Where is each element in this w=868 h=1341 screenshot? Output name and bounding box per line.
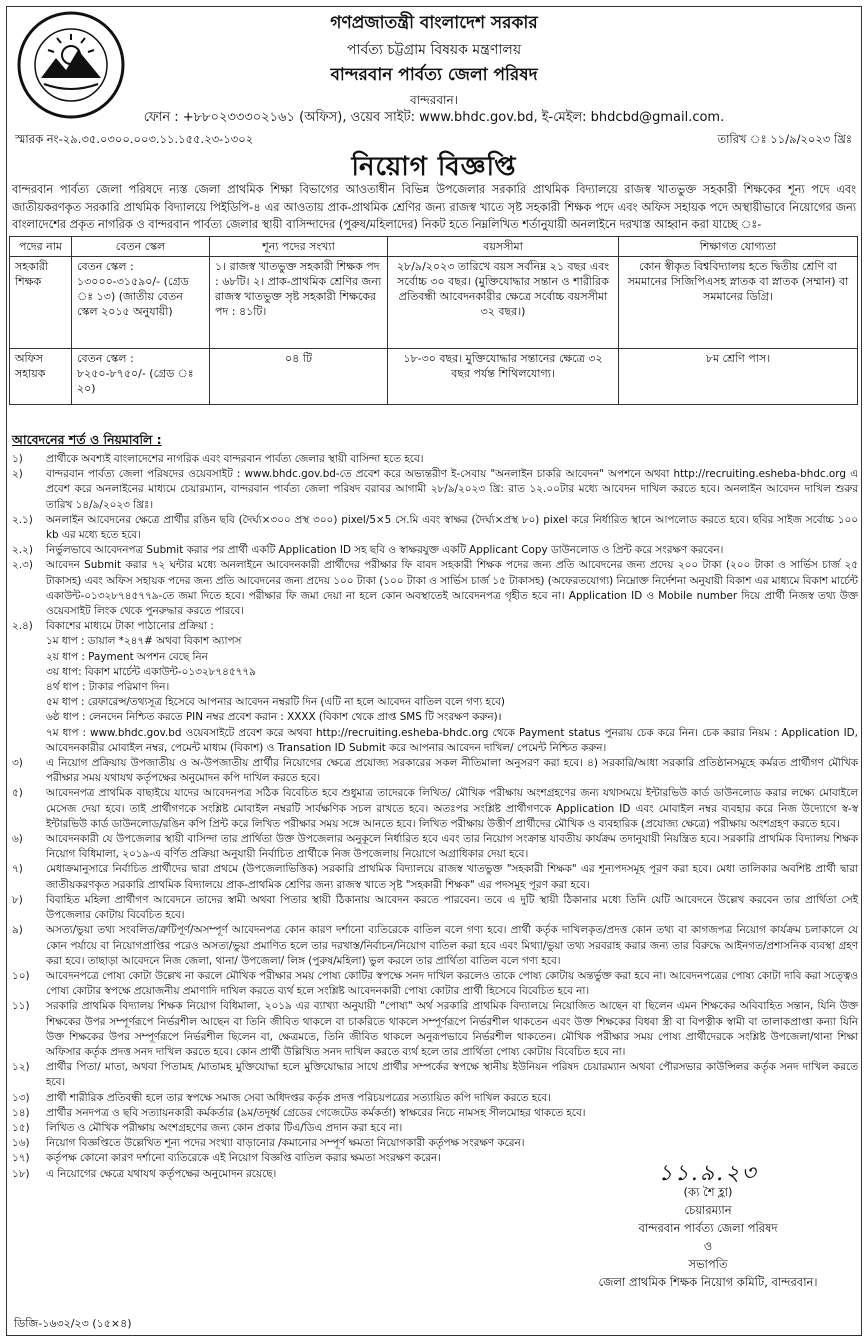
rule-number: ৫) bbox=[12, 787, 23, 800]
col-age: বয়সসীমা bbox=[388, 237, 619, 257]
post-name: সহকারী শিক্ষক bbox=[10, 257, 72, 349]
rule-item bbox=[12, 726, 858, 756]
rule-number: ২.২) bbox=[12, 544, 33, 557]
vacancy-count: ০৪ টি bbox=[210, 349, 388, 405]
rule-text: অনলাইন আবেদনের ক্ষেত্রে প্রার্থীর রঙিন ছবি (দৈর্ঘ্য×৩০০ প্রস্থ ৩০০) pixel/5×5 সে.মি এবং স্বাক্ষর (দৈর্ঘ্য×প্রস্থ ৮০) pixel করে নির্ধারিত স্থানে আপলোড করতে হবে। ছবির সাইজ সর্বোচ্চ ১০০ kb এর মধ্যে হতে হবে। bbox=[46, 513, 858, 542]
table-row bbox=[10, 349, 858, 405]
rule-text: প্রার্থী শারীরিক প্রতিবন্ধী হলে তার স্বপক্ষে সমাজ সেবা অধিদপ্তর কর্তৃক প্রদত্ত পরিচয়পত্রের সত্যায়িত কপি দাখিল করতে হবে। bbox=[46, 1091, 551, 1104]
rule-item bbox=[12, 1136, 858, 1151]
ministry-name: পার্বত্য চট্টগ্রাম বিষয়ক মন্ত্রণালয় bbox=[346, 42, 522, 58]
rule-text: এ নিয়োগের ক্ষেত্রে যথাযথ কর্তৃপক্ষের অনুমোদন রয়েছে। bbox=[46, 1167, 277, 1180]
govt-name: গণপ্রজাতন্ত্রী বাংলাদেশ সরকার bbox=[330, 13, 538, 33]
rule-text: আবেদন Submit করার ৭২ ঘন্টার মধ্যে অনলাইনে আবেদনকারী প্রার্থীদের পরীক্ষার ফি বাবদ সহকারী শিক্ষক পদের জন্য প্রতি আবেদনের জন্য প্রদেয় ২০০ টাকা (২০০ টাকা ও সার্ভিস চার্জ ২৫ টাকাসহ) এবং অফিস সহায়ক পদের জন্য প্রতি আবেদনের জন্য প্রদেয় ১০০ টাকা (১০০ টাকা ও সার্ভিস চার্জ ১৫ টাকাসহ) (অফেরতযোগ্য) নিম্নোক্ত নির্দেশনা অনুযায়ী বিকাশ এর মাধ্যমে বিকাশ মার্চেন্ট একাউন্ট-০১৩২৮৭৪৫৭৭৯-তে জমা দিতে হবে। পরীক্ষার ফি জমা দেয়া না হলে কোন অবস্থাতেই আবেদনপত্র গৃহীত হবে না। Application ID ও Mobile number দিয়ে প্রার্থী নিজস্ব তথ্য উক্ত ওয়েবসাইট লিংক থেকে পুনরুদ্ধার করতে পারবে। bbox=[46, 559, 858, 618]
age-limit: ২৮/৯/২০২৩ তারিখে বয়স সর্বনিম্ন ২১ বছর এবং সর্বোচ্চ ৩০ বছর। (মুক্তিযোদ্ধার সন্তান ও শারীরিক প্রতিবন্ধী আবেদনকারীর ক্ষেত্রে সর্বোচ্চ বয়সসীমা ৩২ বছর।) bbox=[388, 257, 619, 349]
col-post: পদের নাম bbox=[10, 237, 72, 257]
rule-number: ১৭) bbox=[12, 1152, 30, 1165]
rule-item bbox=[12, 665, 858, 680]
rule-item bbox=[12, 862, 858, 892]
rule-item bbox=[12, 513, 858, 543]
rule-text: এ নিয়োগ প্রক্রিয়ায় উপজাতীয় ও অ-উপজাতীয় প্রার্থীর নিয়োগের ক্ষেত্রে প্রযোজ্য সরকারের সকল নীতিমালা অনুসরণ করা হবে। ৪) সরকারি/আধা সরকারি প্রতিষ্ঠানসমূহে কর্মরত প্রার্থীগণ মৌখিক পরীক্ষার সময় যথাযথ কর্তৃপক্ষের অনুমোদন কপি দাখিল করতে হবে। bbox=[46, 757, 858, 785]
rule-item bbox=[12, 543, 858, 558]
signatory-title: চেয়ারম্যান bbox=[684, 1203, 732, 1217]
rules-heading: আবেদনের শর্ত ও নিয়মাবলি : bbox=[12, 432, 162, 447]
rule-number: ৮) bbox=[12, 893, 23, 906]
signatory-name: (ক্য শৈ হ্লা) bbox=[683, 1185, 733, 1199]
rule-item bbox=[12, 650, 858, 665]
rule-item bbox=[12, 695, 858, 710]
rule-text: প্রার্থীর পিতা/ মাতা, অথবা পিতামহ /মাতামহ মুক্তিযোদ্ধা হলে মুক্তিযোদ্ধার সাথে প্রার্থীর সম্পর্কের স্বপক্ষে স্থানীয় ইউনিয়ন পরিষদ চেয়ারম্যান অথবা পৌরসভার কাউন্সিলর কর্তৃক সনদ দাখিল করতে হবে। bbox=[46, 1061, 858, 1089]
pay-scale: বেতন স্কেল : ৮২৫০-৮৭৫০/- (গ্রেড ঃ ২০) bbox=[72, 349, 210, 405]
dfp-code: ডিজি-১৬৩২/২৩ (১৫×৪) bbox=[14, 1317, 132, 1330]
rule-text: প্রার্থীকে অবশ্যই বাংলাদেশের নাগরিক এবং বান্দরবান পার্বত্য জেলার স্থায়ী বাসিন্দা হতে হবে। bbox=[46, 453, 424, 465]
issue-date: তারিখ ঃ ১১/৯/২০২৩ খ্রিঃ bbox=[717, 132, 852, 146]
rule-number: ১০) bbox=[12, 969, 30, 982]
rule-text: ১ম ধাপ : ডায়াল *২৪৭# অথবা বিকাশ অ্যাপস bbox=[46, 635, 242, 648]
rule-item bbox=[12, 893, 858, 923]
handwritten-signature: ১১.৯.২৩ bbox=[658, 1161, 758, 1186]
notice-title: নিয়োগ বিজ্ঞপ্তি bbox=[351, 152, 517, 182]
rule-item bbox=[12, 452, 858, 467]
rule-number: ৭) bbox=[12, 863, 23, 876]
rule-text: ৫ম ধাপ : রেফারেন্স/তথ্যসূত্র হিসেবে আপনার আবেদন নম্বরটি দিন (এটি না হলে আবেদন বাতিল বলে গণ্য হবে) bbox=[46, 696, 505, 709]
pay-scale: বেতন স্কেল : ১৩০০০-৩১৫৯০/- (গ্রেড ঃ ১৩) (জাতীয় বেতন স্কেল ২০১৫ অনুযায়ী) bbox=[72, 257, 210, 349]
signature-block bbox=[558, 1161, 858, 1291]
contact-line: ফোন : +৮৮০২৩৩৩০২১৬১ (অফিস), ওয়েব সাইট: www.bhdc.gov.bd, ই-মেইল: bhdcbd@gmail.com. bbox=[143, 110, 725, 125]
signatory-conjunction: ও bbox=[703, 1239, 713, 1253]
rule-number: ২.৪) bbox=[12, 620, 33, 633]
rule-item bbox=[12, 1121, 858, 1136]
vacancy-count: ১। রাজস্ব খাতভুক্ত সহকারী শিক্ষক পদ : ৬৮টি। ২। প্রাক-প্রাথমিক শ্রেণির জন্য রাজস্ব খাতভুক্ত সৃষ্ট সহকারী শিক্ষকের পদ : ৪১টি। bbox=[210, 257, 388, 349]
rule-item bbox=[12, 923, 858, 969]
qualification: ৮ম শ্রেণি পাস। bbox=[619, 349, 858, 405]
rule-text: ৩য় ধাপ: বিকাশ মার্চেন্ট একাউন্ট-০১৩২৮৭৪৫৭৭৯ bbox=[46, 665, 256, 678]
rule-text: নির্ভুলভাবে আবেদনপত্র Submit করার পর প্রার্থী একটি Application ID সহ ছবি ও স্বাক্ষরযুক্ত একটি Applicant Copy ডাউনলোড ও প্রিন্ট করে সংরক্ষণ করবেন। bbox=[46, 544, 724, 557]
rule-text: ৭ম ধাপ : www.bhdc.gov.bd ওয়েবসাইটে প্রবেশ করে অথবা http://recruiting.esheba-bhdc.org থেকে Payment status পুনরায় চেক করে নিন। চেক করার নিয়ম : Application ID, আবেদনকারীর মোবাইল নম্বর, পেমেন্ট মাধ্যম (বিকাশ) ও Transation ID Submit করে আপনার আবেদন দাখিল/ পেমেন্ট নিশ্চিত করুন। bbox=[46, 726, 858, 754]
table-header-row bbox=[10, 237, 858, 257]
signatory-office: বান্দরবান পার্বত্য জেলা পরিষদ bbox=[638, 1221, 778, 1235]
rule-item bbox=[12, 1091, 858, 1106]
rule-text: কর্তৃপক্ষ কোনো কারণ দর্শানো ব্যতিরেকে এই নিয়োগ বিজ্ঞপ্তি বাতিল করার ক্ষমতা সংরক্ষণ করেন। bbox=[46, 1152, 441, 1165]
rule-text: মেধাক্রমানুসারে নির্বাচিত প্রার্থীদের দ্বারা প্রথমে (উপজেলাভিত্তিক) সরকারি প্রাথমিক বিদ্যালয়ে রাজস্ব খাতভুক্ত "সহকারী শিক্ষক" এর শূন্যপদসমূহ পূরণ করা হবে। মেধা তালিকার অবশিষ্ট প্রার্থী দ্বারা জাতীয়করণকৃত সরকারি প্রাথমিক বিদ্যালয়ে প্রাক-প্রাথমিক শ্রেণির জন্য রাজস্ব খাতে সৃষ্ট "সহকারী শিক্ষক" এর পদসমূহ পূরণ করা হবে। bbox=[46, 863, 858, 891]
committee-name: জেলা প্রাথমিক শিক্ষক নিয়োগ কমিটি, বান্দরবান। bbox=[598, 1275, 818, 1289]
rule-item bbox=[12, 558, 858, 619]
col-qualification: শিক্ষাগত যোগ্যতা bbox=[619, 237, 858, 257]
rule-text: লিখিত ও মৌখিক পরীক্ষায় অংশগ্রহণের জন্য কোন প্রকার টিএ/ডিএ প্রদান করা হবে না। bbox=[46, 1121, 403, 1134]
rule-text: আবেদনপত্র প্রাথমিক বাছাইয়ে যাদের আবেদনপত্র সঠিক বিবেচিত হবে শুধুমাত্র তাদেরকে লিখিত/ মৌখিক পরীক্ষায় অংশগ্রহণের জন্য যথাসময়ে ইন্টারভিউ কার্ড ডাউনলোড করার লক্ষ্যে মোবাইলে মেসেজ দেয়া হবে। তাই প্রার্থীগণকে সংশ্লিষ্ট মোবাইল নম্বরটি সার্বক্ষণিক সচল রাখতে হবে। অতঃপর সংশ্লিষ্ট প্রার্থীগণকে Application ID এবং মোবাইল নম্বর ব্যবহার করে নিজ উদ্যোগে স্ব-স্ব ইন্টারভিউ কার্ড ডাউনলোড/রঙিন কপি প্রিন্ট করে লিখিত পরীক্ষার সময় সঙ্গে আনতে হবে। লিখিত পরীক্ষায় উত্তীর্ণ প্রার্থীদের মৌখিক ও ব্যবহারিক (প্রযোজ্য ক্ষেত্রে) পরীক্ষায় অংশগ্রহণ করতে হবে। bbox=[46, 787, 858, 830]
memo-number: স্মারক নং-২৯.৩৫.০৩০০.০০৩.১১.১৫৫.২৩-১৩০২ bbox=[15, 132, 254, 146]
intro-paragraph: বান্দরবান পার্বত্য জেলা পরিষদে ন্যস্ত জেলা প্রাথমিক শিক্ষা বিভাগের আওতাধীন বিভিন্ন উপজেলার সরকারি প্রাথমিক বিদ্যালয়ে রাজস্ব খাতভুক্ত সহকারী শিক্ষকের শূন্য পদে এবং জাতীয়করণকৃত সরকারি প্রাথমিক বিদ্যালয়ে পিইডিপি-৪ এর আওতায় প্রাক-প্রাথমিক শ্রেণির জন্য রাজস্ব খাতে সৃষ্ট সহকারী শিক্ষক পদে এবং অফিস সহায়ক পদে অস্থায়ীভাবে নিয়োগের জন্য বাংলাদেশের প্রকৃত নাগরিক ও বান্দরবান পার্বত্য জেলার স্থায়ী বাসিন্দাদের (পুরুষ/মহিলাদের) নিকট হতে নিম্নলিখিত শর্তানুযায়ী অনলাইনে দরখাস্ত আহ্বান করা যাচ্ছে ঃ- bbox=[12, 183, 856, 231]
rule-item bbox=[12, 832, 858, 862]
rule-number: ১২) bbox=[12, 1061, 30, 1074]
rule-item bbox=[12, 467, 858, 513]
rule-item bbox=[12, 634, 858, 649]
age-limit: ১৮-৩০ বছর। মুক্তিযোদ্ধার সন্তানের ক্ষেত্রে ৩২ বছর পর্যন্ত শিথিলযোগ্য। bbox=[388, 349, 619, 405]
rule-text: প্রার্থীর সনদপত্র ও ছবি সত্যায়নকারী কর্মকর্তার (৯ম/তদূর্ধ্ব গ্রেডের গেজেটেড কর্মকর্তা) স্বাক্ষরের নিচে নামসহ সীলমোহর থাকতে হবে। bbox=[46, 1106, 586, 1119]
qualification: কোন স্বীকৃত বিশ্ববিদ্যালয় হতে দ্বিতীয় শ্রেণি বা সমমানের সিজিপিএসহ স্নাতক বা স্নাতক (সম্মান) বা সমমানের ডিগ্রি। bbox=[619, 257, 858, 349]
rule-number: ২.৩) bbox=[12, 559, 33, 572]
rule-item bbox=[12, 680, 858, 695]
rule-text: বিবাহিত মহিলা প্রার্থীগণ আবেদনে তাদের স্বামী অথবা পিতার স্থায়ী ঠিকানায় আবেদন করতে পারবেন। তবে এ দুটি স্থায়ী ঠিকানার মধ্যে তিনি যেটি আবেদনে উল্লেখ করবেন তার প্রার্থিতা সেই উপজেলার কোটায় বিবেচিত হবে। bbox=[46, 893, 858, 922]
council-name: বান্দরবান পার্বত্য জেলা পরিষদ bbox=[330, 65, 538, 85]
rule-item bbox=[12, 786, 858, 832]
rule-item bbox=[12, 999, 858, 1060]
council-location: বান্দরবান। bbox=[409, 93, 458, 107]
rule-text: ৪র্থ ধাপ : টাকার পরিমাণ দিন। bbox=[46, 681, 170, 694]
rule-number: ৬) bbox=[12, 833, 23, 846]
rule-number: ১৪) bbox=[12, 1106, 30, 1119]
rule-item bbox=[12, 756, 858, 786]
vacancy-table bbox=[9, 236, 858, 405]
rule-text: ২য় ধাপ : Payment অপশন বেছে নিন bbox=[46, 650, 208, 663]
post-name: অফিস সহায়ক bbox=[10, 349, 72, 405]
rule-number: ১১) bbox=[12, 1000, 30, 1013]
rule-text: বিকাশের মাধ্যমে টাকা পাঠানোর প্রক্রিয়া : bbox=[46, 620, 214, 633]
rule-text: আবেদনকারী যে উপজেলার স্থায়ী বাসিন্দা তার প্রার্থিতা উক্ত উপজেলার অনুকূলে নির্ধারিত হবে এবং তার নিয়োগ সংক্রান্ত যাবতীয় কার্যক্রম তদানুযায়ী নিয়ন্ত্রিত হবে। সরকারি প্রাথমিক বিদ্যালয় শিক্ষক নিয়োগ বিধিমালা, ২০১৯-এ বর্ণিত প্রক্রিয়া অনুযায়ী নির্বাচিত প্রার্থীকে নিজ উপজেলায় নিয়োগে অগ্রাধিকার দেয়া হবে। bbox=[46, 833, 858, 861]
table-row bbox=[10, 257, 858, 349]
rule-text: আবেদনপত্রে পোষ্য কোটা উল্লেখ না করলে মৌখিক পরীক্ষার সময় পোষ্য কোটির স্বপক্ষে সনদ দাখিল করলেও তাকে পোষ্য কোটায় অন্তর্ভুক্ত করা হবে না। আবেদনপত্রের পোষ্য কোটা দাবি করা সত্ত্বেও পোষ্য কোটার স্বপক্ষে প্রয়োজনীয় প্রমাণাদি দাখিল করতে ব্যর্থ হলে সংশ্লিষ্ট আবেদনকারী পোষ্য কোটার প্রার্থী হিসেবে বিবেচিত হবে না। bbox=[46, 969, 858, 998]
rule-item bbox=[12, 1106, 858, 1121]
rule-text: অসত্য/ভুয়া তথ্য সংবলিত/ত্রুটিপূর্ণ/অসম্পূর্ণ আবেদনপত্র কোন কারণ দর্শানো ব্যতিরেকে বাতিল বলে গণ্য হবে। প্রার্থী কর্তৃক দাখিলকৃত/প্রদত্ত কোন তথ্য বা কাগজপত্র নিয়োগ কার্যক্রম চলাকালে যে কোন পর্যায়ে বা নিয়োগপ্রাপ্তির পরেও অসত্য/ভুয়া প্রমাণিত হলে তার দরখাস্ত/নির্বাচন/নিয়োগ বাতিল করা হবে এবং মিথ্যা/ভুয়া তথ্য সরবরাহ করার জন্য তার বিরুদ্ধে আইনগত/প্রশাসনিক ব্যবস্থা গ্রহণ করা হবে। তাছাড়া আবেদনে নিজ জেলা, থানা/ উপজেলা/ লিঙ্গ (পুরুষ/মহিলা) ভুল করলে তার প্রার্থিতা বাতিল বলে গণ্য হবে। bbox=[46, 924, 858, 967]
rule-text: ৬ষ্ঠ ধাপ : লেনদেন নিশ্চিত করতে PIN নম্বর প্রবেশ করান : XXXX (বিকাশ থেকে প্রাপ্ত SMS টি সংরক্ষণ করুন)। bbox=[46, 711, 502, 724]
rule-number: ১৬) bbox=[12, 1137, 30, 1150]
col-vacancy: শূন্য পদের সংখ্যা bbox=[210, 237, 388, 257]
rule-text: সরকারি প্রাথমিক বিদ্যালয় শিক্ষক নিয়োগ বিধিমালা, ২০১৯ এর ব্যাখ্যা অনুযায়ী "পোষ্য" অর্থ সরকারি প্রাথমিক বিদ্যালয়ে নিয়োজিত আছেন বা ছিলেন এমন শিক্ষকের অবিবাহিত সন্তান, যিনি উক্ত শিক্ষকের উপর সম্পূর্ণরূপে নির্ভরশীল আছেন বা তিনি জীবিত থাকলে বা চাকরিতে থাকলে সম্পূর্ণরূপে নির্ভরশীল থাকতেন এবং উক্ত শিক্ষকের বিধবা স্ত্রী বা বিপত্নীক স্বামী বা তালাকপ্রাপ্তা কন্যা যিনি উক্ত শিক্ষকের উপর সম্পূর্ণরূপে নির্ভরশীল ছিলেন বা, ক্ষেত্রমতে, তিনি জীবিত থাকলে অনুরূপভাবে নির্ভরশীল থাকতেন। মৌখিক পরীক্ষার সময় পোষ্য প্রার্থীদেরকে সংশ্লিষ্ট উপজেলা/থানা শিক্ষা অফিসার কর্তৃক প্রদত্ত সনদ দাখিল করতে হবে। কোন প্রার্থী উল্লিখিত সনদ দাখিল করতে ব্যর্থ হলে তার প্রার্থিতা পোষ্য কোটায় বিবেচিত হবে না। bbox=[46, 1000, 858, 1058]
rule-text: বান্দরবান পার্বত্য জেলা পরিষদের ওয়েবসাইট : www.bhdc.gov.bd-তে প্রবেশ করে অভ্যন্তরীণ ই-সেবায় "অনলাইন চাকরি আবেদন" অপশনে অথবা http://recruiting.esheba-bhdc.org এ প্রবেশ করে অনলাইনের মাধ্যমে চেয়ারম্যান, বান্দরবান পার্বত্য জেলা পরিষদ বরাবর আগামী ২৮/৯/২০২৩ খ্রি: রাত ১২.০০টার মধ্যে আবেদন দাখিল করতে হবে। অনলাইন আবেদন দাখিল শুরুর তারিখ ১৪/৯/২০২৩ খ্রিঃ। bbox=[46, 468, 858, 511]
rule-number: ৯) bbox=[12, 924, 23, 937]
rule-item bbox=[12, 710, 858, 725]
rule-text: নিয়োগ বিজ্ঞপ্তিতে উল্লেখিত শূন্য পদের সংখ্যা বাড়ানোর /কমানোর সম্পূর্ণ ক্ষমতা নিয়োগকারী কর্তৃপক্ষ সংরক্ষণ করেন। bbox=[46, 1137, 525, 1150]
rule-number: ১) bbox=[12, 453, 23, 465]
rules-list bbox=[12, 452, 858, 1186]
rule-number: ১৩) bbox=[12, 1091, 30, 1104]
rule-number: ১৫) bbox=[12, 1121, 30, 1134]
rule-number: ৩) bbox=[12, 757, 23, 770]
committee-title: সভাপতি bbox=[688, 1257, 728, 1271]
col-scale: বেতন স্কেল bbox=[72, 237, 210, 257]
rule-item bbox=[12, 1060, 858, 1090]
rule-item bbox=[12, 619, 858, 634]
rule-number: ১৮) bbox=[12, 1167, 30, 1180]
rule-item bbox=[12, 969, 858, 999]
rule-number: ২) bbox=[12, 468, 23, 481]
rule-number: ২.১) bbox=[12, 513, 33, 526]
